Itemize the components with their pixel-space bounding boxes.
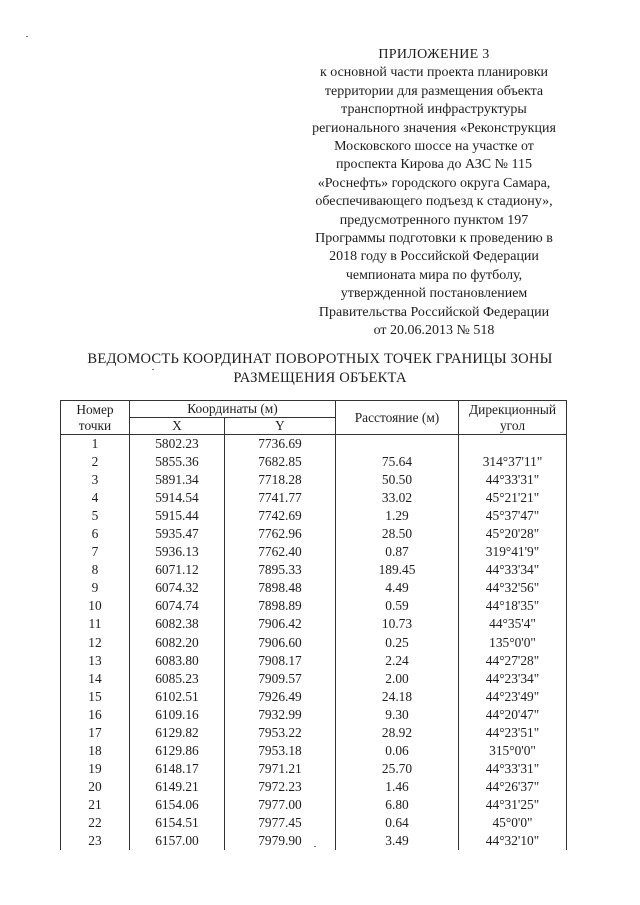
- cell-point-number: 23: [61, 832, 130, 850]
- cell-direction-angle: 44°20'47": [459, 706, 567, 724]
- cell-y: 7971.21: [225, 760, 336, 778]
- cell-distance: 189.45: [336, 561, 459, 579]
- cell-x: 6074.74: [130, 597, 225, 615]
- appendix-line: проспекта Кирова до АЗС № 115: [336, 157, 532, 173]
- cell-x: 6082.20: [130, 634, 225, 652]
- appendix-title: ПРИЛОЖЕНИЕ 3: [378, 47, 490, 62]
- table-row: [61, 435, 567, 454]
- document-title-line: ВЕДОМОСТЬ КООРДИНАТ ПОВОРОТНЫХ ТОЧЕК ГРАНИЦЫ ЗОНЫ: [87, 351, 553, 367]
- cell-direction-angle: 45°0'0": [459, 814, 567, 832]
- cell-x: 6154.06: [130, 796, 225, 814]
- cell-y: 7977.00: [225, 796, 336, 814]
- cell-direction-angle: 314°37'11": [459, 453, 567, 471]
- cell-x: 5855.36: [130, 453, 225, 471]
- cell-distance: 0.59: [336, 597, 459, 615]
- cell-direction-angle: 44°27'28": [459, 652, 567, 670]
- cell-y: 7908.17: [225, 652, 336, 670]
- table-row: [61, 634, 567, 652]
- cell-x: 6109.16: [130, 706, 225, 724]
- cell-direction-angle: 45°37'47": [459, 507, 567, 525]
- table-row: [61, 724, 567, 742]
- cell-y: 7762.40: [225, 543, 336, 561]
- appendix-line: территории для размещения объекта: [324, 83, 544, 99]
- cell-x: 5936.13: [130, 543, 225, 561]
- cell-point-number: 11: [61, 615, 130, 633]
- coordinates-table: [60, 400, 567, 850]
- cell-distance: 28.92: [336, 724, 459, 742]
- header-y: Y: [225, 418, 336, 435]
- table-row: [61, 778, 567, 796]
- cell-distance: 50.50: [336, 471, 459, 489]
- header-text: Номер: [76, 401, 114, 417]
- cell-x: 6074.32: [130, 579, 225, 597]
- cell-point-number: 8: [61, 561, 130, 579]
- cell-point-number: 9: [61, 579, 130, 597]
- cell-x: 6149.21: [130, 778, 225, 796]
- appendix-line: к основной части проекта планировки: [319, 65, 549, 81]
- cell-x: 6154.51: [130, 814, 225, 832]
- cell-distance: 2.24: [336, 652, 459, 670]
- cell-x: 6129.82: [130, 724, 225, 742]
- cell-distance: 9.30: [336, 706, 459, 724]
- cell-direction-angle: 45°20'28": [459, 525, 567, 543]
- cell-distance: 0.25: [336, 634, 459, 652]
- table-row: [61, 796, 567, 814]
- scan-speck: [314, 846, 316, 847]
- cell-point-number: 19: [61, 760, 130, 778]
- cell-x: 6102.51: [130, 688, 225, 706]
- cell-point-number: 2: [61, 453, 130, 471]
- appendix-line: предусмотренного пунктом 197: [339, 212, 529, 228]
- appendix-line: утвержденной постановлением: [340, 286, 528, 302]
- cell-direction-angle: 44°33'31": [459, 760, 567, 778]
- cell-point-number: 17: [61, 724, 130, 742]
- cell-point-number: 3: [61, 471, 130, 489]
- cell-distance: 3.49: [336, 832, 459, 850]
- cell-point-number: 4: [61, 489, 130, 507]
- table-row: [61, 670, 567, 688]
- cell-distance: 10.73: [336, 615, 459, 633]
- appendix-line: обеспечивающего подъезд к стадиону»,: [315, 194, 553, 210]
- table-row: [61, 453, 567, 471]
- cell-y: 7741.77: [225, 489, 336, 507]
- table-row: [61, 543, 567, 561]
- cell-point-number: 7: [61, 543, 130, 561]
- cell-distance: 1.29: [336, 507, 459, 525]
- cell-y: 7979.90: [225, 832, 336, 850]
- header-distance: Расстояние (м): [336, 401, 459, 435]
- cell-direction-angle: 44°18'35": [459, 597, 567, 615]
- cell-distance: 0.06: [336, 742, 459, 760]
- appendix-line: Правительства Российской Федерации: [318, 304, 550, 320]
- cell-y: 7762.96: [225, 525, 336, 543]
- cell-distance: 6.80: [336, 796, 459, 814]
- cell-point-number: 12: [61, 634, 130, 652]
- cell-direction-angle: 44°23'34": [459, 670, 567, 688]
- cell-point-number: 6: [61, 525, 130, 543]
- cell-y: 7736.69: [225, 435, 336, 454]
- table-row: [61, 489, 567, 507]
- cell-y: 7898.48: [225, 579, 336, 597]
- cell-point-number: 20: [61, 778, 130, 796]
- table-row: [61, 832, 567, 850]
- cell-distance: 25.70: [336, 760, 459, 778]
- cell-y: 7718.28: [225, 471, 336, 489]
- table-row: [61, 742, 567, 760]
- cell-point-number: 15: [61, 688, 130, 706]
- appendix-line: «Роснефть» городского округа Самара,: [317, 175, 551, 191]
- table-row: [61, 760, 567, 778]
- cell-y: 7895.33: [225, 561, 336, 579]
- cell-y: 7953.18: [225, 742, 336, 760]
- cell-point-number: 22: [61, 814, 130, 832]
- appendix-line: чемпионата мира по футболу,: [345, 267, 523, 283]
- cell-point-number: 5: [61, 507, 130, 525]
- cell-direction-angle: 44°26'37": [459, 778, 567, 796]
- header-text: угол: [499, 417, 526, 433]
- cell-direction-angle: 44°33'31": [459, 471, 567, 489]
- cell-direction-angle: 44°32'10": [459, 832, 567, 850]
- header-text: точки: [78, 417, 112, 433]
- cell-x: 5914.54: [130, 489, 225, 507]
- cell-distance: [336, 435, 459, 454]
- table-row: [61, 507, 567, 525]
- cell-distance: 28.50: [336, 525, 459, 543]
- appendix-line: Московского шоссе на участке от: [334, 139, 534, 155]
- scan-speck: [26, 36, 28, 37]
- table-row: [61, 688, 567, 706]
- cell-y: 7953.22: [225, 724, 336, 742]
- cell-y: 7977.45: [225, 814, 336, 832]
- table-row: [61, 706, 567, 724]
- cell-direction-angle: [459, 435, 567, 454]
- cell-direction-angle: 44°35'4": [459, 615, 567, 633]
- cell-x: 6071.12: [130, 561, 225, 579]
- document-title: [40, 350, 600, 388]
- table-row: [61, 615, 567, 633]
- appendix-line: транспортной инфраструктуры: [341, 102, 527, 118]
- cell-y: 7898.89: [225, 597, 336, 615]
- cell-distance: 1.46: [336, 778, 459, 796]
- header-x: X: [130, 418, 225, 435]
- cell-y: 7972.23: [225, 778, 336, 796]
- cell-distance: 4.49: [336, 579, 459, 597]
- cell-direction-angle: 135°0'0": [459, 634, 567, 652]
- scan-speck: [152, 369, 154, 370]
- cell-point-number: 1: [61, 435, 130, 454]
- table-row: [61, 561, 567, 579]
- header-coordinates: Координаты (м): [130, 401, 336, 418]
- document-title-line: РАЗМЕЩЕНИЯ ОБЪЕКТА: [233, 370, 407, 386]
- cell-x: 6082.38: [130, 615, 225, 633]
- cell-distance: 0.87: [336, 543, 459, 561]
- table-row: [61, 579, 567, 597]
- appendix-line: регионального значения «Реконструкция: [312, 120, 556, 136]
- appendix-header: [290, 46, 578, 341]
- cell-direction-angle: 44°23'51": [459, 724, 567, 742]
- cell-x: 6083.80: [130, 652, 225, 670]
- cell-distance: 0.64: [336, 814, 459, 832]
- cell-y: 7932.99: [225, 706, 336, 724]
- cell-direction-angle: 45°21'21": [459, 489, 567, 507]
- cell-y: 7909.57: [225, 670, 336, 688]
- cell-point-number: 10: [61, 597, 130, 615]
- cell-y: 7742.69: [225, 507, 336, 525]
- cell-y: 7682.85: [225, 453, 336, 471]
- cell-direction-angle: 44°32'56": [459, 579, 567, 597]
- cell-direction-angle: 315°0'0": [459, 742, 567, 760]
- table-row: [61, 597, 567, 615]
- cell-x: 5935.47: [130, 525, 225, 543]
- cell-point-number: 16: [61, 706, 130, 724]
- cell-distance: 33.02: [336, 489, 459, 507]
- cell-distance: 2.00: [336, 670, 459, 688]
- cell-direction-angle: 44°33'34": [459, 561, 567, 579]
- cell-y: 7906.60: [225, 634, 336, 652]
- table-row: [61, 814, 567, 832]
- appendix-line: 2018 году в Российской Федерации: [329, 249, 539, 265]
- header-direction-angle: [459, 401, 567, 435]
- appendix-line: от 20.06.2013 № 518: [373, 323, 495, 339]
- table-row: [61, 525, 567, 543]
- header-text: Дирекционный: [469, 401, 556, 417]
- cell-x: 6129.86: [130, 742, 225, 760]
- cell-direction-angle: 44°31'25": [459, 796, 567, 814]
- table-row: [61, 652, 567, 670]
- cell-distance: 24.18: [336, 688, 459, 706]
- cell-point-number: 14: [61, 670, 130, 688]
- cell-x: 6157.00: [130, 832, 225, 850]
- cell-point-number: 21: [61, 796, 130, 814]
- table-row: [61, 471, 567, 489]
- cell-point-number: 13: [61, 652, 130, 670]
- cell-x: 5891.34: [130, 471, 225, 489]
- cell-y: 7906.42: [225, 615, 336, 633]
- header-point-number: [61, 401, 130, 435]
- cell-direction-angle: 319°41'9": [459, 543, 567, 561]
- cell-x: 6085.23: [130, 670, 225, 688]
- cell-distance: 75.64: [336, 453, 459, 471]
- cell-y: 7926.49: [225, 688, 336, 706]
- cell-x: 5915.44: [130, 507, 225, 525]
- cell-x: 5802.23: [130, 435, 225, 454]
- appendix-line: Программы подготовки к проведению в: [315, 231, 553, 247]
- cell-point-number: 18: [61, 742, 130, 760]
- cell-direction-angle: 44°23'49": [459, 688, 567, 706]
- cell-x: 6148.17: [130, 760, 225, 778]
